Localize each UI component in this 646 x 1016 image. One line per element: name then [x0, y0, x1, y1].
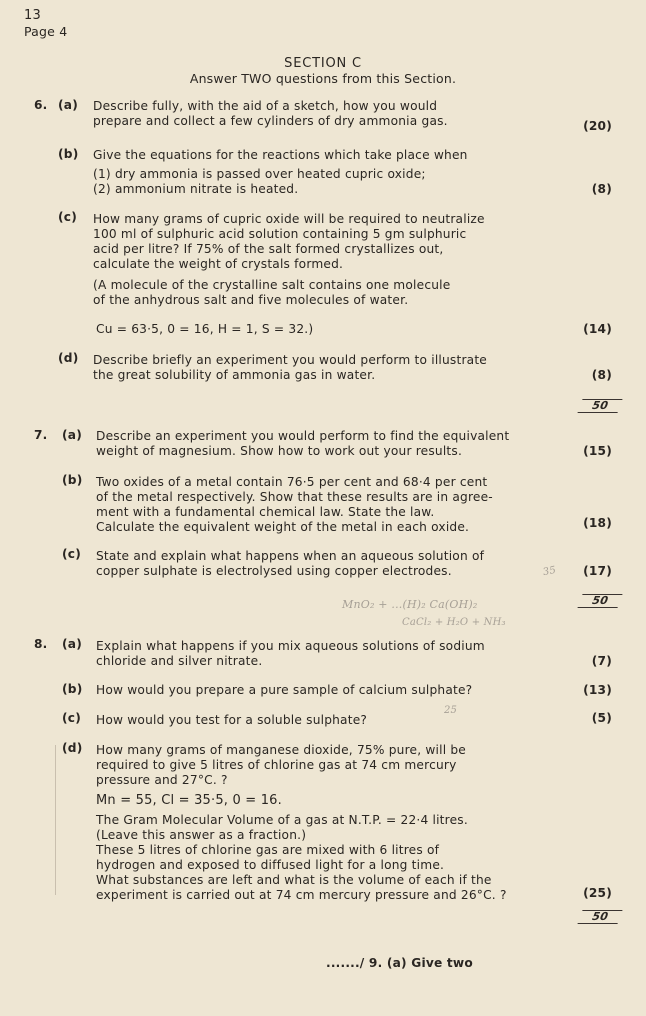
q6a-marks: (20) — [583, 119, 612, 133]
q7a-label: (a) — [62, 428, 82, 442]
question-7-number: 7. — [34, 428, 48, 442]
q8d-line-3: pressure and 27°C. ? — [96, 773, 228, 787]
question-6-number: 6. — [34, 98, 48, 112]
q8d-line-9: What substances are left and what is the volume of each if the — [96, 873, 492, 887]
q7a-marks: (15) — [583, 444, 612, 458]
q7b-line-3: ment with a fundamental chemical law. State the law. — [96, 505, 435, 519]
q7c-marks: (17) — [583, 564, 612, 578]
q6c-line-2: 100 ml of sulphuric acid solution containing 5 gm sulphuric — [93, 227, 467, 241]
q8d-marks: (25) — [583, 886, 612, 900]
q6c-line-4: calculate the weight of crystals formed. — [93, 257, 344, 271]
q7c-label: (c) — [62, 547, 81, 561]
q6d-label: (d) — [58, 351, 79, 365]
q6c-label: (c) — [58, 210, 77, 224]
q6a-line-1: Describe fully, with the aid of a sketch, how you would — [93, 99, 438, 113]
q6d-line-2: the great solubility of ammonia gas in water. — [93, 368, 376, 382]
q6a-label: (a) — [58, 98, 78, 112]
q7b-line-2: of the metal respectively. Show that these results are in agree- — [96, 490, 493, 504]
q8a-label: (a) — [62, 637, 82, 651]
q7b-line-1: Two oxides of a metal contain 76·5 per cent and 68·4 per cent — [96, 475, 488, 489]
q8d-line-8: hydrogen and exposed to diffused light for a long time. — [96, 858, 445, 872]
q8b-label: (b) — [62, 682, 83, 696]
page-number: 13 — [24, 8, 41, 23]
handwritten-note-3: 35 — [541, 564, 558, 579]
q8b-line-1: How would you prepare a pure sample of calcium sulphate? — [96, 683, 473, 697]
q8c-marks: (5) — [591, 711, 612, 725]
q6c-line-3: acid per litre? If 75% of the salt formed crystallizes out, — [93, 242, 444, 256]
q6-total-box — [577, 399, 622, 413]
question-8-number: 8. — [34, 637, 48, 651]
q8b-marks: (13) — [583, 683, 612, 697]
q6c-line-6: of the anhydrous salt and five molecules of water. — [93, 293, 409, 307]
q7a-line-1: Describe an experiment you would perform to find the equivalent — [96, 429, 510, 443]
q7c-line-1: State and explain what happens when an aqueous solution of — [96, 549, 485, 563]
q8a-line-2: chloride and silver nitrate. — [96, 654, 263, 668]
q7c-line-2: copper sulphate is electrolysed using copper electrodes. — [96, 564, 452, 578]
q8d-line-10: experiment is carried out at 74 cm mercury pressure and 26°C. ? — [96, 888, 507, 902]
q6c-line-7: Cu = 63·5, 0 = 16, H = 1, S = 32.) — [96, 322, 314, 336]
q8d-line-4: Mn = 55, Cl = 35·5, 0 = 16. — [96, 793, 282, 808]
page-label: Page 4 — [24, 24, 68, 39]
pencil-margin-line — [55, 745, 56, 895]
handwritten-note-2: CaCl₂ + H₂O + NH₃ — [402, 617, 506, 628]
continuation-note: ......./ 9. (a) Give two — [326, 956, 473, 970]
q8a-marks: (7) — [591, 654, 612, 668]
q8-total: 50 — [589, 910, 611, 923]
q6d-marks: (8) — [591, 368, 612, 382]
section-title: SECTION C — [284, 56, 362, 71]
q7b-label: (b) — [62, 473, 83, 487]
handwritten-note-4: 25 — [444, 705, 458, 716]
q6d-line-1: Describe briefly an experiment you would perform to illustrate — [93, 353, 487, 367]
q7-total: 50 — [589, 594, 611, 607]
q8c-label: (c) — [62, 711, 81, 725]
q7b-line-4: Calculate the equivalent weight of the metal in each oxide. — [96, 520, 470, 534]
q8d-label: (d) — [62, 741, 83, 755]
q8a-line-1: Explain what happens if you mix aqueous solutions of sodium — [96, 639, 485, 653]
q7-total-box — [577, 594, 622, 608]
q8d-line-1: How many grams of manganese dioxide, 75% pure, will be — [96, 743, 466, 757]
q7a-line-2: weight of magnesium. Show how to work out your results. — [96, 444, 463, 458]
q6b-marks: (8) — [591, 182, 612, 196]
q8c-line-1: How would you test for a soluble sulphate? — [96, 713, 368, 727]
q8-total-box — [577, 910, 622, 924]
q6b-line-2: (1) dry ammonia is passed over heated cupric oxide; — [93, 167, 426, 181]
section-instruction: Answer TWO questions from this Section. — [189, 71, 457, 86]
q8d-line-2: required to give 5 litres of chlorine gas at 74 cm mercury — [96, 758, 457, 772]
q7b-marks: (18) — [583, 516, 612, 530]
q6c-line-1: How many grams of cupric oxide will be required to neutralize — [93, 212, 485, 226]
q6c-line-5: (A molecule of the crystalline salt contains one molecule — [93, 278, 451, 292]
handwritten-note-1: MnO₂ + ...(H)₂ Ca(OH)₂ — [342, 598, 478, 611]
q6-total: 50 — [589, 399, 611, 412]
q6b-label: (b) — [58, 147, 79, 161]
q8d-line-5: The Gram Molecular Volume of a gas at N.T.P. = 22·4 litres. — [96, 813, 468, 827]
q6b-line-1: Give the equations for the reactions which take place when — [93, 148, 468, 162]
q6a-line-2: prepare and collect a few cylinders of dry ammonia gas. — [93, 114, 448, 128]
q6b-line-3: (2) ammonium nitrate is heated. — [93, 182, 299, 196]
q6c-marks: (14) — [583, 322, 612, 336]
q8d-line-7: These 5 litres of chlorine gas are mixed with 6 litres of — [96, 843, 440, 857]
q8d-line-6: (Leave this answer as a fraction.) — [96, 828, 307, 842]
